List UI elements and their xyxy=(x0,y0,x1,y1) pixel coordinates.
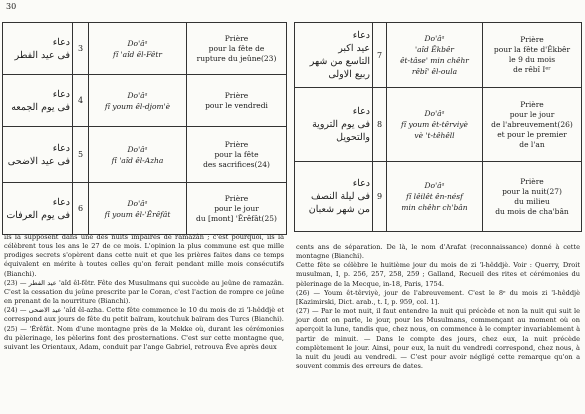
french-translation: Prière pour le jour du [mont] 'Êrêfât(25) xyxy=(187,183,287,235)
left-paragraph: ils la supposent dans une des nuits impaires de ramazân ; c'est pourquoi, ils la célèbrent tous les ans le 27 de ce mois. L'opinion la plus commune est que mille prodiges secrets s'opèrent dans cette nuit et que les prières faites dans ce temps équivalent en mérite à toutes celles qu'on ferait pendant mille mois consécutifs (Bianchi). xyxy=(4,233,284,278)
arabic-text: دعاء فى عيد الفطر xyxy=(3,23,73,75)
french-translation: Prière pour la fête des sacrifices(24) xyxy=(187,127,287,183)
transliteration: Do'âᵃ fî 'aîd êl-Fêtr xyxy=(89,23,187,75)
table-row xyxy=(295,88,582,162)
row-number: 7 xyxy=(373,23,387,88)
arabic-text: دعاء فى عيد الاضحى xyxy=(3,127,73,183)
page-number: 30 xyxy=(6,2,17,11)
right-prayer-table xyxy=(294,22,582,232)
footnote-23: (23) — عيد الفطر 'aîd êl-fêtr. Fête des Musulmans qui succède au jeûne de ramazân. C'est la cessation du jeûne prescrite par le Coran, c'est l'action de rompre ce jeûne en prenant de la nourriture (Bianchi). xyxy=(4,278,284,306)
arabic-text: دعاء فى يوم التروية والتحويل xyxy=(295,88,373,162)
transliteration: Do'âᵃ fî youm êt-têrviyè vè 't-têhêll xyxy=(387,88,483,162)
transliteration: Do'âᵃ fî lêilêt ên-nésf min chêhr ch'bân xyxy=(387,162,483,232)
french-translation: Prière pour le vendredi xyxy=(187,75,287,127)
french-translation: Prière pour la nuit(27) du milieu du mois de cha'bân xyxy=(483,162,582,232)
footnote-25: (25) — 'Êrêfât. Nom d'une montagne près de la Mekke où, durant les cérémonies du pèlerinage, les pèlerins font des prosternations. C'est sur cette montagne que, suivant les Orientaux, Adam, conduit par l'ange Gabriel, retrouva Êve après deux xyxy=(4,324,284,351)
right-paragraph: Cette fête se célèbre le huitième jour du mois de zi 'l-hêddjè. Voir : Querry, Droit musulman, I, p. 256, 257, 258, 259 ; Galland, Recueil des rites et cérémonies du pèlerinage de la Mecque, in-18, Paris, 1754. xyxy=(296,261,580,288)
table-row xyxy=(3,75,287,127)
right-table-body xyxy=(295,23,582,232)
french-translation: Prière pour la fête de rupture du jeûne(23) xyxy=(187,23,287,75)
row-number: 3 xyxy=(73,23,89,75)
french-translation: Prière pour le jour de l'abreuvement(26) et pour le premier de l'an xyxy=(483,88,582,162)
table-row xyxy=(3,183,287,235)
table-row xyxy=(295,162,582,232)
transliteration: Do'âᵃ 'aîd Êkbêr êt-tâse' min chêhr rêbî' êl-oula xyxy=(387,23,483,88)
row-number: 8 xyxy=(373,88,387,162)
transliteration: Do'âᵃ fî youm êl-djom'è xyxy=(89,75,187,127)
footnote-24: (24) — عيد الاضحى 'aîd êl-azha. Cette fête commence le 10 du mois de zi 'l-hêddjè et correspond aux jours de fête du petit baïram, koutchuk baïram des Turcs (Bianchi). xyxy=(4,306,284,324)
french-translation: Prière pour la fête d'Êkbêr le 9 du mois de rêbî Iᵉʳ xyxy=(483,23,582,88)
arabic-text: دعاء عيد اكبر التاسع من شهر ربيع الاولى xyxy=(295,23,373,88)
table-row xyxy=(295,23,582,88)
footnote-27: (27) — Par le mot nuit, il faut entendre la nuit qui précède et non la nuit qui suit le jour dont on parle, le jour, pour les Musulmans, commençant au moment où on aperçoit la lune, tandis que, chez nous, on commence à le compter invariablement à partir de minuit. — Dans le compte des jours, chez eux, la nuit précède complètement le jour. Ainsi, pour eux, la nuit du vendredi correspond, chez nous, à la nuit du jeudi au vendredi. — C'est pour avoir négligé cette remarque qu'on a souvent commis des erreurs de dates. xyxy=(296,307,580,371)
footnote-26: (26) — Youm êt-têrviyè, jour de l'abreuvement. C'est le 8ᵉ du mois zi 'l-hêddjè [Kazimirski, Dict. arab., t. I, p. 959, col. 1]. xyxy=(296,288,580,306)
left-table-body xyxy=(3,23,287,235)
table-row xyxy=(3,127,287,183)
row-number: 5 xyxy=(73,127,89,183)
arabic-text: دعاء فى ليلة النصف من شهر شعبان xyxy=(295,162,373,232)
arabic-text: دعاء فى يوم العرفات xyxy=(3,183,73,235)
row-number: 4 xyxy=(73,75,89,127)
left-prayer-table xyxy=(2,22,287,235)
left-column-text xyxy=(4,233,284,352)
table-row xyxy=(3,23,287,75)
row-number: 6 xyxy=(73,183,89,235)
right-column-text xyxy=(296,243,580,371)
transliteration: Do'âᵃ fî 'aîd êl-Azha xyxy=(89,127,187,183)
arabic-text: دعاء فى يوم الجمعه xyxy=(3,75,73,127)
row-number: 9 xyxy=(373,162,387,232)
right-paragraph-continued: cents ans de séparation. De là, le nom d'Arafat (reconnaissance) donné à cette montagne (Bianchi). xyxy=(296,243,580,261)
transliteration: Do'âᵃ fî youm êl-'Êrêfât xyxy=(89,183,187,235)
